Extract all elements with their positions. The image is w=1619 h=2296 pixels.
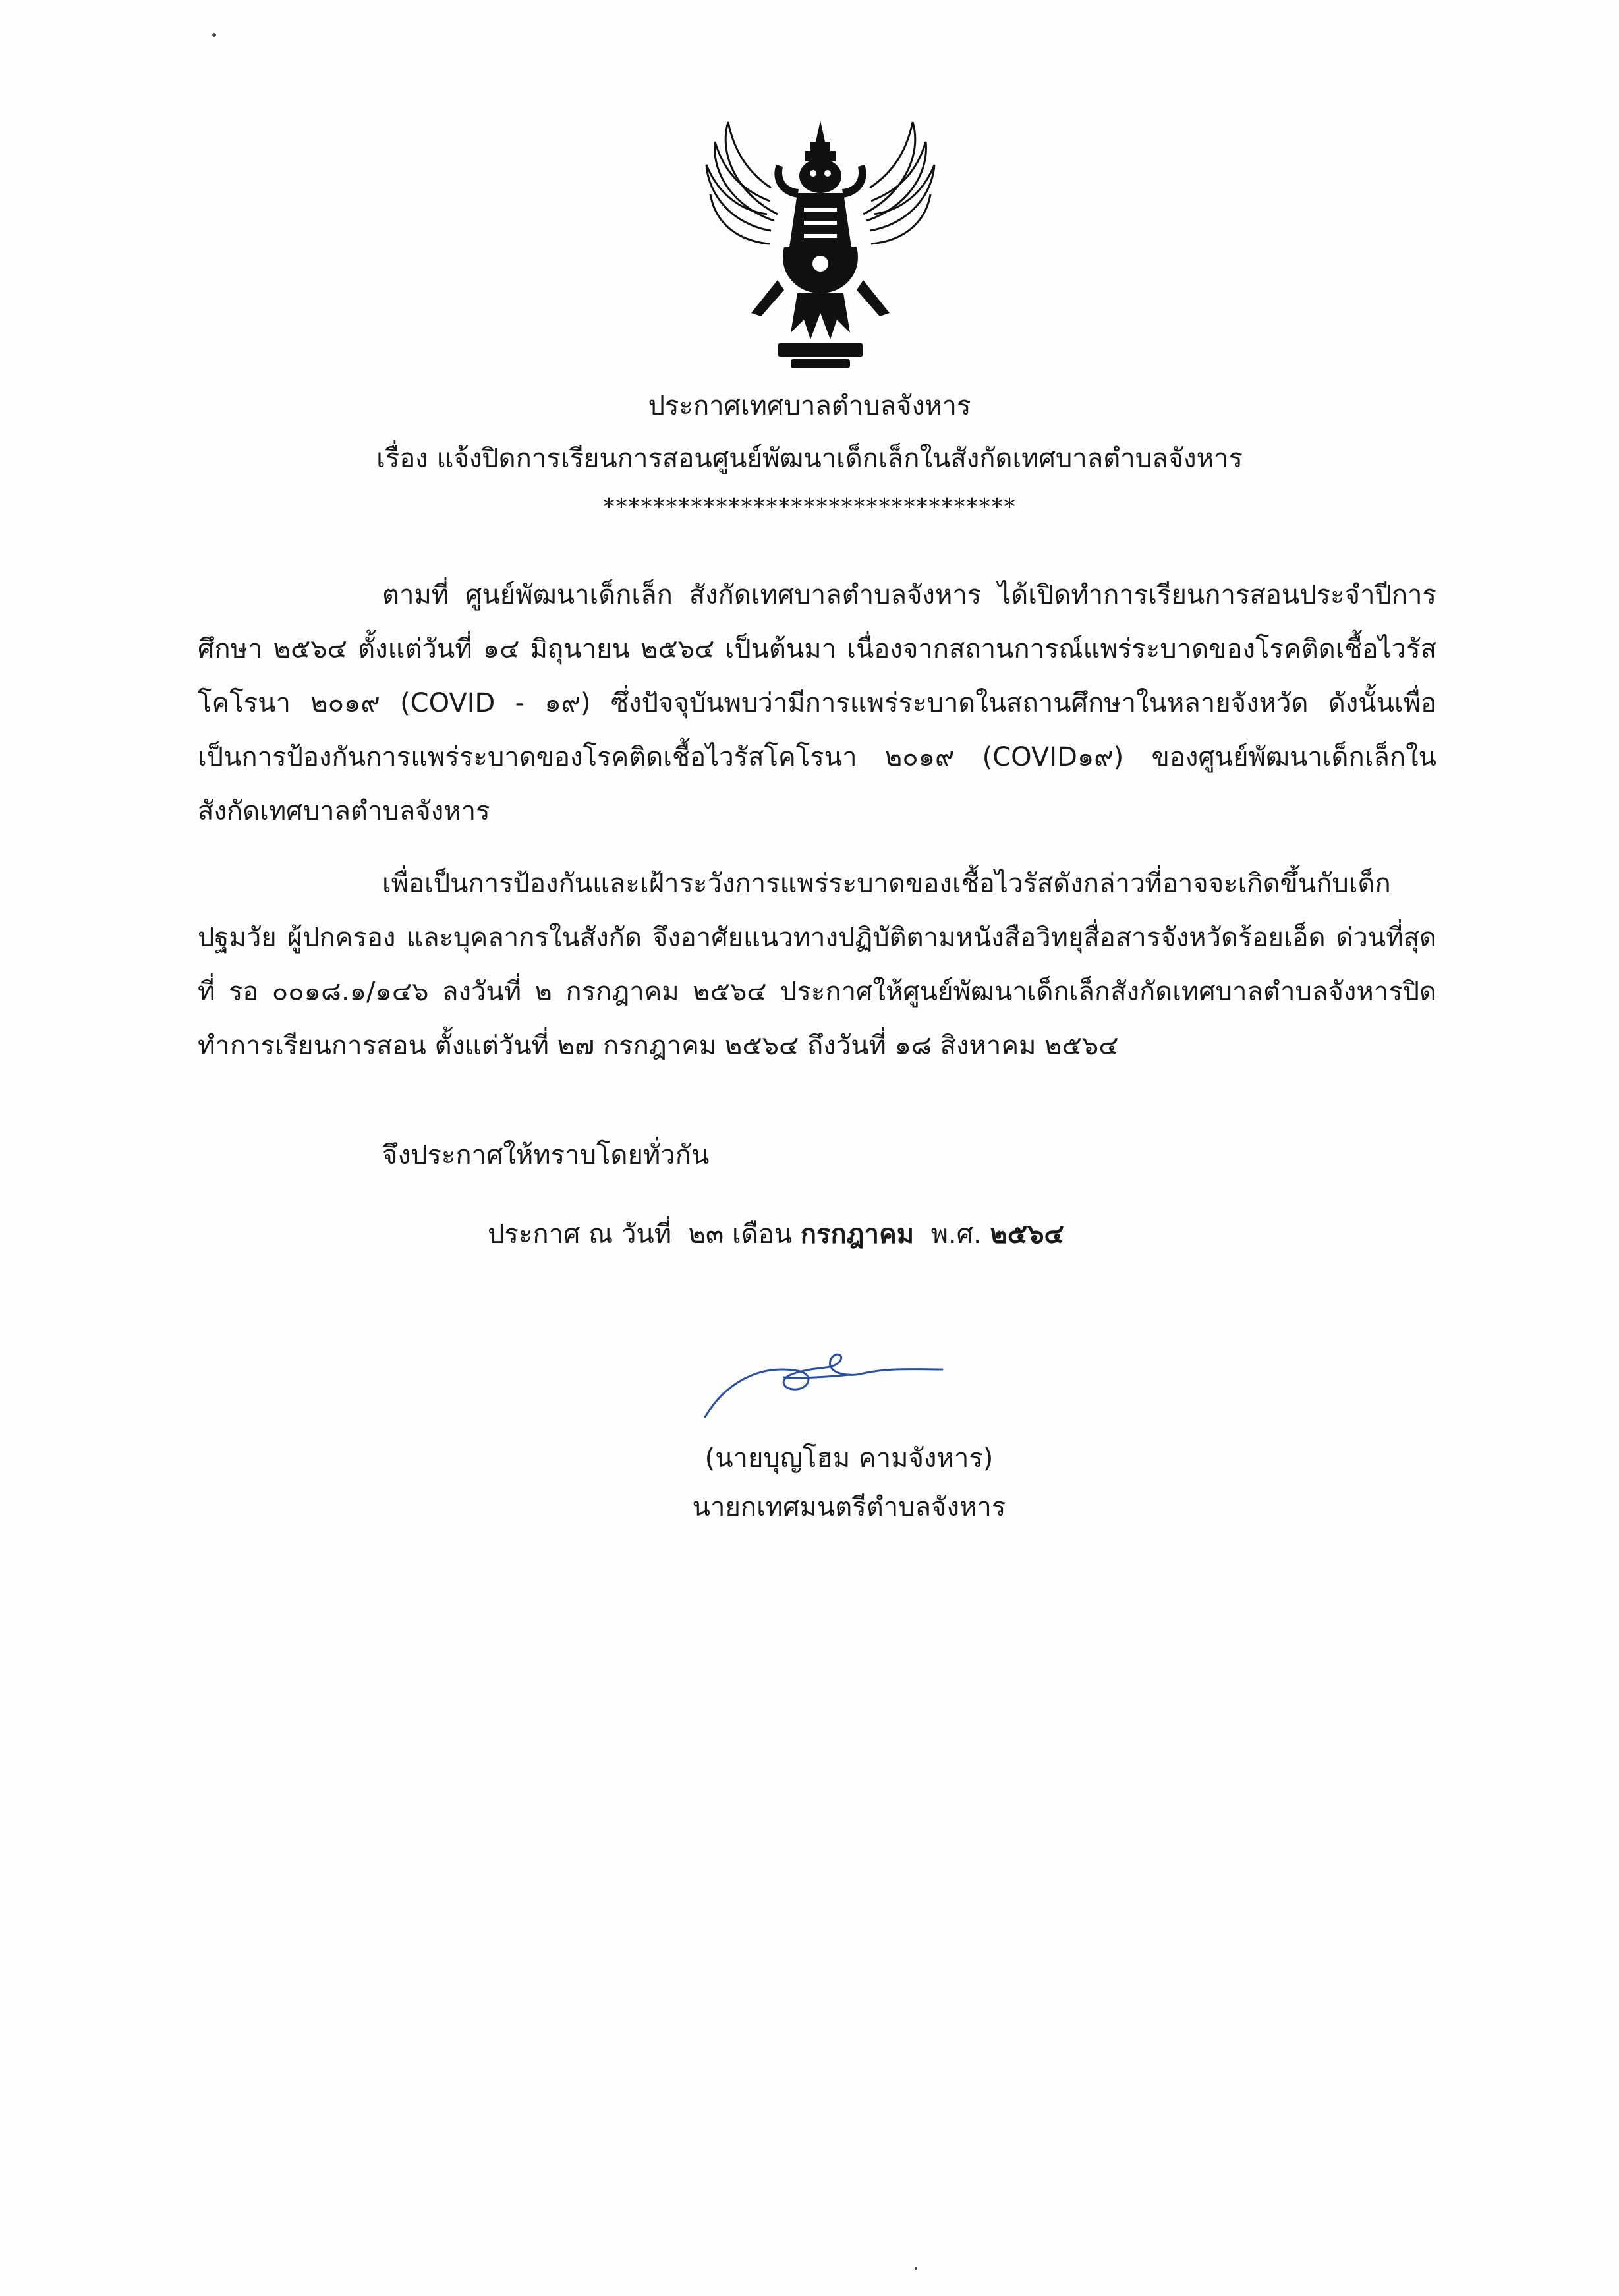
signature-mark (698, 1331, 949, 1430)
announcement-subject: เรื่อง แจ้งปิดการเรียนการสอนศูนย์พัฒนาเด็กเล็กในสังกัดเทศบาลตำบลจังหาร (376, 444, 1243, 474)
garuda-emblem-icon (698, 115, 942, 379)
date-month-label: เดือน (732, 1219, 793, 1249)
announcement-date (488, 1213, 1064, 1255)
date-year-label: พ.ศ. (930, 1219, 982, 1249)
date-day: ๒๓ (688, 1219, 724, 1249)
scan-speck (212, 33, 216, 37)
title-separator: ********************************* (603, 494, 1016, 521)
date-prefix: ประกาศ ณ วันที่ (488, 1219, 672, 1249)
body-paragraph-2: เพื่อเป็นการป้องกันและเฝ้าระวังการแพร่ระบาดของเชื้อไวรัสดังกล่าวที่อาจจะเกิดขึ้นกับเด็กปฐมวัย ผู้ปกครอง และบุคลากรในสังกัด จึงอาศัยแนวทางปฏิบัติตามหนังสือวิทยุสื่อสารจังหวัดร้อยเอ็ด ด่วนที่สุดที่ รอ ๐๐๑๘.๑/๑๔๖ ลงวันที่ ๒ กรกฎาคม ๒๕๖๔ ประกาศให้ศูนย์พัฒนาเด็กเล็กสังกัดเทศบาลตำบลจังหารปิดทำการเรียนการสอน ตั้งแต่วันที่ ๒๗ กรกฎาคม ๒๕๖๔ ถึงวันที่ ๑๘ สิงหาคม ๒๕๖๔ (198, 869, 1436, 1061)
date-month: กรกฎาคม (800, 1219, 915, 1249)
announcement-title: ประกาศเทศบาลตำบลจังหาร (648, 391, 971, 421)
date-year: ๒๕๖๔ (990, 1219, 1064, 1249)
signatory-position: นายกเทศมนตรีตำบลจังหาร (692, 1492, 1006, 1522)
scan-speck (915, 2267, 917, 2270)
signatory-name: (นายบุญโฮม คามจังหาร) (704, 1443, 994, 1474)
closing-statement: จึงประกาศให้ทราบโดยทั่วกัน (382, 1140, 710, 1170)
body-paragraph-1: ตามที่ ศูนย์พัฒนาเด็กเล็ก สังกัดเทศบาลตำบลจังหาร ได้เปิดทำการเรียนการสอนประจำปีการศึกษา ๒๕๖๔ ตั้งแต่วันที่ ๑๔ มิถุนายน ๒๕๖๔ เป็นต้นมา เนื่องจากสถานการณ์แพร่ระบาดของโรคติดเชื้อไวรัสโคโรนา ๒๐๑๙ (COVID - ๑๙) ซึ่งปัจจุบันพบว่ามีการแพร่ระบาดในสถานศึกษาในหลายจังหวัด ดังนั้นเพื่อเป็นการป้องกันการแพร่ระบาดของโรคติดเชื้อไวรัสโคโรนา ๒๐๑๙ (COVID๑๙) ของศูนย์พัฒนาเด็กเล็กในสังกัดเทศบาลตำบลจังหาร (198, 580, 1436, 826)
